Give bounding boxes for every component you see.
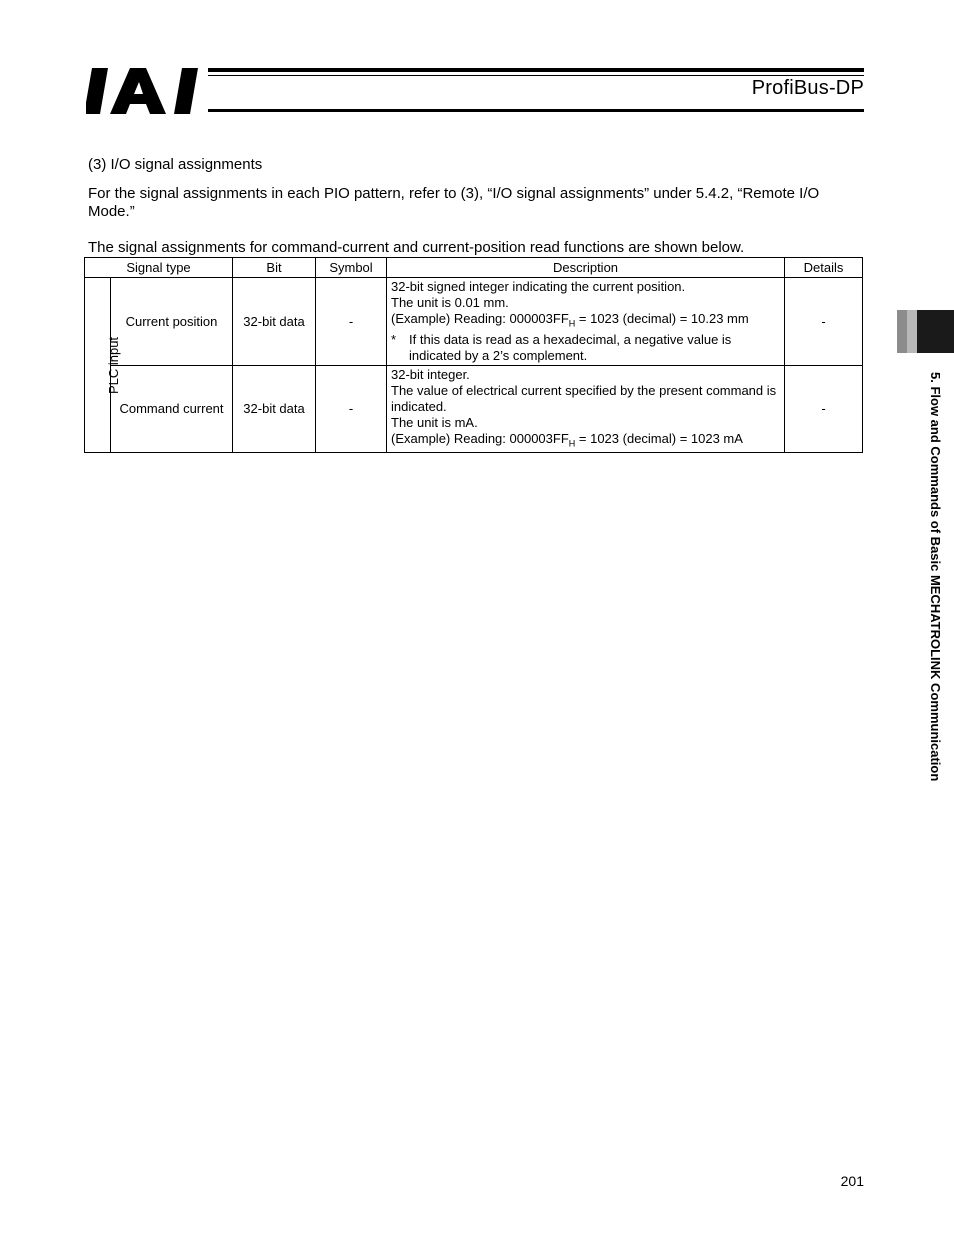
table-row xyxy=(85,365,863,453)
header-bit: Bit xyxy=(233,258,316,278)
intro-paragraph: For the signal assignments in each PIO pattern, refer to (3), “I/O signal assignments” under 5.4.2, “Remote I/O Mode.” xyxy=(88,185,820,220)
description-cell xyxy=(387,365,785,453)
section-title: (3) I/O signal assignments xyxy=(88,156,263,173)
header-description: Description xyxy=(387,258,785,278)
description-line: The value of electrical current specified by the present command is indicated. xyxy=(391,382,777,414)
chapter-side-label: 5. Flow and Commands of Basic MECHATROLINK Communication xyxy=(928,372,943,782)
description-line: 32-bit integer. xyxy=(391,366,470,382)
symbol-cell: - xyxy=(316,278,387,366)
table-intro-paragraph: The signal assignments for command-current and current-position read functions are shown below. xyxy=(88,239,745,256)
group-label-cell xyxy=(85,278,122,453)
header-details: Details xyxy=(785,258,863,278)
product-name: ProfiBus-DP xyxy=(751,77,864,99)
description-example: (Example) Reading: $000003FF_H = 1023$ (decimal) = 1023 mA xyxy=(391,430,743,449)
description-line: The unit is 0.01 mm. xyxy=(391,295,509,310)
bit-cell: 32-bit data xyxy=(233,365,316,453)
signal-assignment-table xyxy=(84,257,863,453)
header-rule-thin xyxy=(208,75,864,76)
description-line: The unit is mA. xyxy=(391,414,478,430)
chapter-tab-dark xyxy=(917,310,954,353)
details-cell: - xyxy=(785,365,863,453)
header-rule-top xyxy=(208,68,864,72)
details-cell: - xyxy=(785,278,863,366)
symbol-cell: - xyxy=(316,365,387,453)
page-number: 201 xyxy=(840,1173,864,1189)
table-row xyxy=(85,278,863,366)
description-cell xyxy=(387,278,785,366)
header-symbol: Symbol xyxy=(316,258,387,278)
header-rule-bottom xyxy=(208,109,864,112)
signal-type-cell: Current position xyxy=(111,278,233,366)
group-label: PLC input xyxy=(106,336,122,394)
note-marker: * xyxy=(391,331,397,347)
description-note xyxy=(391,332,780,364)
table-header-row xyxy=(85,258,863,278)
iai-logo xyxy=(86,66,206,116)
header-signal-type: Signal type xyxy=(85,258,233,278)
signal-type-cell: Command current xyxy=(111,365,233,453)
description-example: (Example) Reading: $000003FF_H = 1023$ (decimal) = 10.23 mm xyxy=(391,311,749,329)
note-text: If this data is read as a hexadecimal, a negative value is indicated by a 2’s complement. xyxy=(409,331,732,363)
description-line: 32-bit signed integer indicating the current position. xyxy=(391,279,686,294)
chapter-tab-mid xyxy=(907,310,917,353)
bit-cell: 32-bit data xyxy=(233,278,316,366)
